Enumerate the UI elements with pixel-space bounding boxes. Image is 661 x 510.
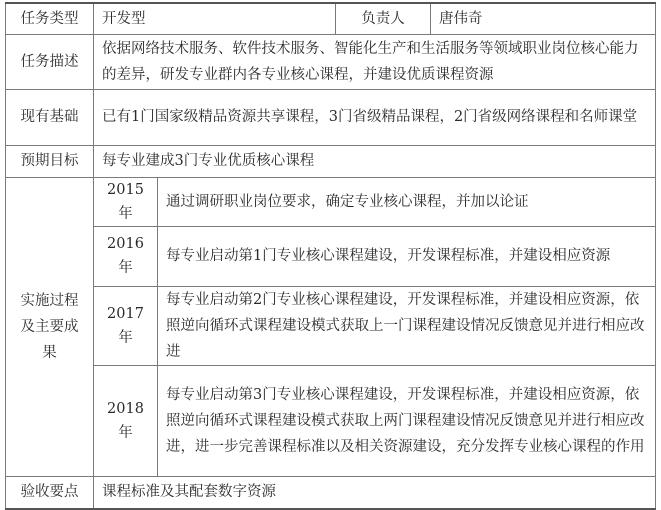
- process-text: 通过调研职业岗位要求，确定专业核心课程，并加以论证: [158, 177, 656, 226]
- process-text: 每专业启动第3门专业核心课程建设，开发课程标准，并建设相应资源，依照逆向循环式课程建设模式获取上两门课程建设情况反馈意见并进行相应改进，进一步完善课程标准以及相关资源建设，充分发挥专业核心课程的作用: [158, 365, 656, 476]
- process-text: 每专业启动第1门专业核心课程建设，开发课程标准，并建设相应资源: [158, 226, 656, 286]
- row-description: [6, 34, 656, 89]
- row-acceptance: [6, 476, 656, 509]
- process-year: 2015年: [94, 177, 158, 226]
- process-year: 2016年: [94, 226, 158, 286]
- process-year: 2018年: [94, 365, 158, 476]
- row-task-type: [6, 3, 656, 34]
- owner-value: 唐伟奇: [431, 3, 656, 34]
- target-label: 预期目标: [6, 145, 94, 177]
- target-text: 每专业建成3门专业优质核心课程: [94, 145, 656, 177]
- row-process-2018: [6, 365, 656, 476]
- foundation-label: 现有基础: [6, 89, 94, 145]
- description-label: 任务描述: [6, 34, 94, 89]
- task-type-value: 开发型: [94, 3, 336, 34]
- row-target: [6, 145, 656, 177]
- foundation-text: 已有1门国家级精品资源共享课程，3门省级精品课程，2门省级网络课程和名师课堂: [94, 89, 656, 145]
- description-text: 依据网络技术服务、软件技术服务、智能化生产和生活服务等领域职业岗位核心能力的差异，研发专业群内各专业核心课程，并建设优质课程资源: [94, 34, 656, 89]
- row-foundation: [6, 89, 656, 145]
- row-process-2016: [6, 226, 656, 286]
- acceptance-label: 验收要点: [6, 476, 94, 509]
- row-process-2017: [6, 286, 656, 365]
- task-table: [5, 2, 656, 510]
- owner-label: 负责人: [336, 3, 431, 34]
- task-type-label: 任务类型: [6, 3, 94, 34]
- process-year: 2017年: [94, 286, 158, 365]
- acceptance-text: 课程标准及其配套数字资源: [94, 476, 656, 509]
- process-label: 实施过程及主要成果: [6, 177, 94, 476]
- process-text: 每专业启动第2门专业核心课程建设，开发课程标准，并建设相应资源，依照逆向循环式课程建设模式获取上一门课程建设情况反馈意见并进行相应改进: [158, 286, 656, 365]
- row-process-2015: [6, 177, 656, 226]
